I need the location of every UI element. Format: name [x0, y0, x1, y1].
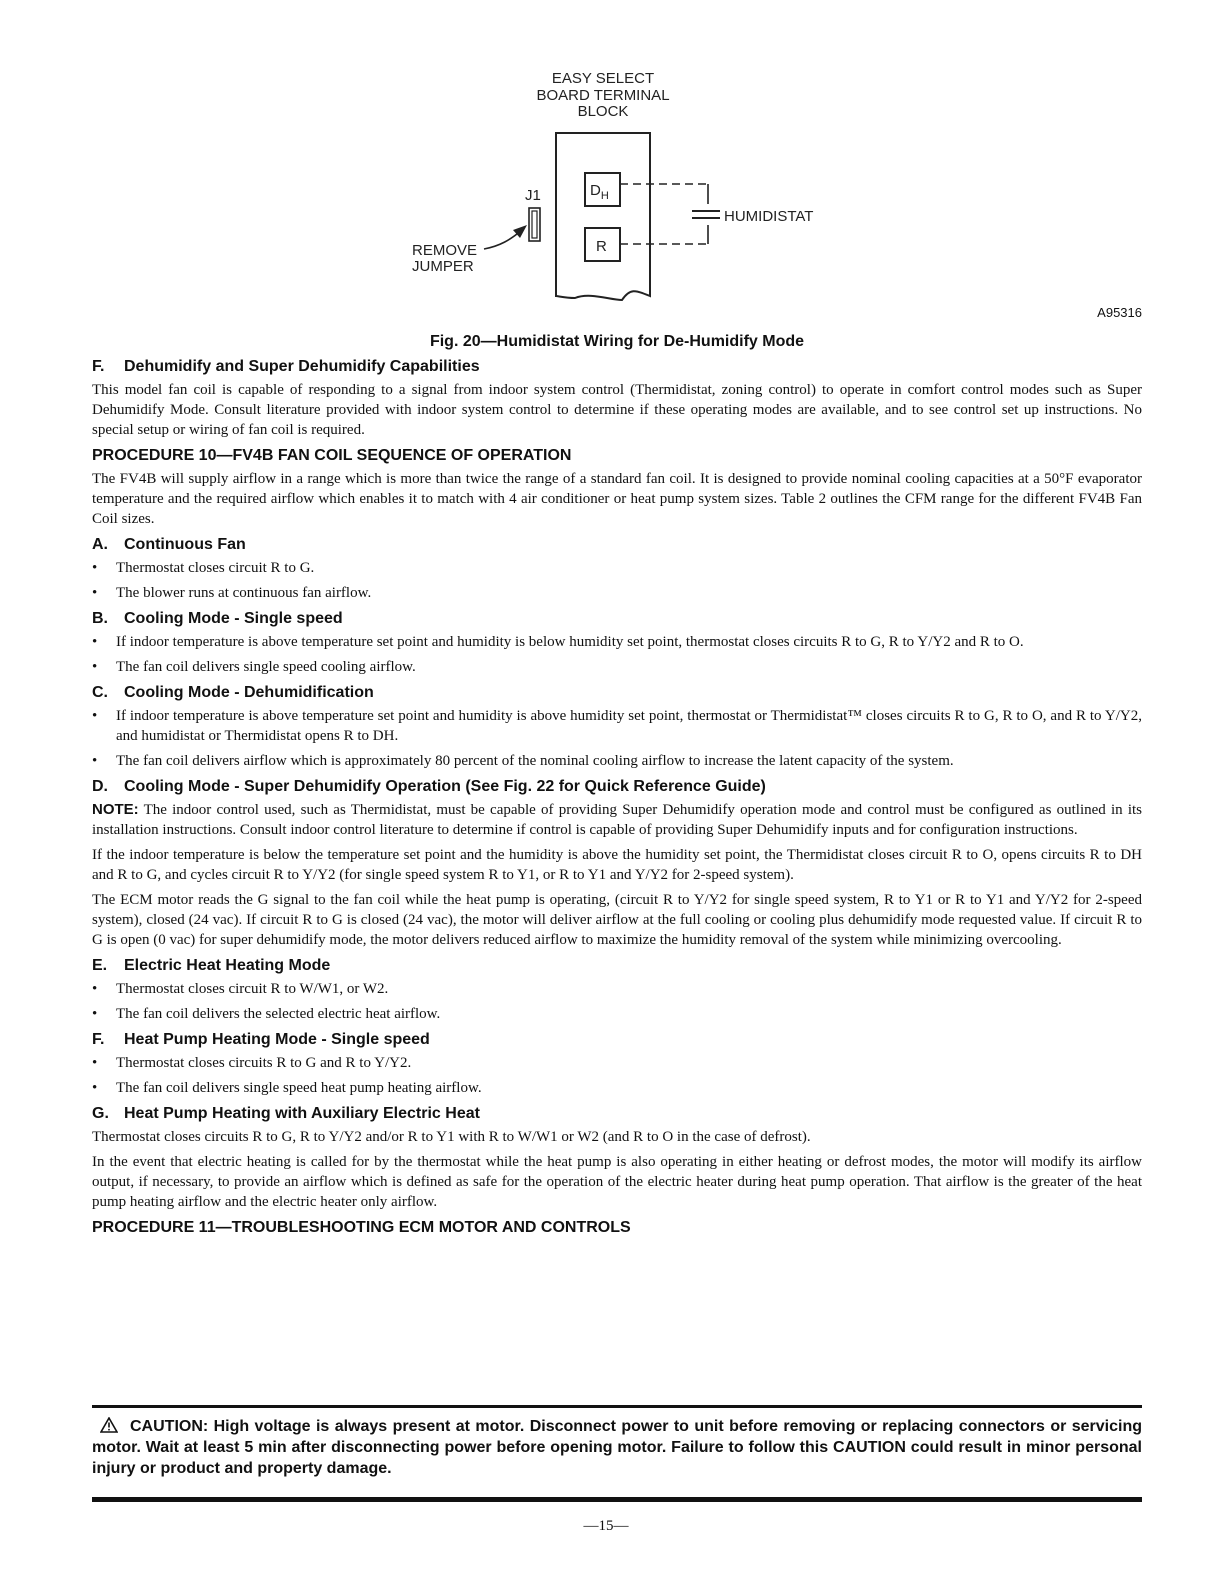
- section-e-title: Electric Heat Heating Mode: [124, 957, 331, 974]
- list-item: [92, 657, 1142, 677]
- bullet: •: [92, 753, 98, 769]
- diagram-title-line-3: BLOCK: [577, 103, 629, 120]
- note-label: NOTE:: [92, 801, 139, 818]
- procedure-10-body: The FV4B will supply airflow in a range which is more than twice the range of a standard fan coil. It is designed to provide nominal cooling capacities at a 50°F evaporator temperature and the required airflow which enables it to match with 4 air conditioner or heat pump system sizes. Table 2 outlines the CFM range for the different FV4B Fan Coil sizes.: [92, 471, 1142, 527]
- note-text: The indoor control used, such as Thermidistat, must be capable of providing Super Dehumidify operation mode and control must be configured as outlined in its installation instructions. Consult indoor control literature to determine if control is capable of providing Super Dehumidify inputs and for configuration instructions.: [92, 802, 1143, 838]
- jumper-j1-inner: [532, 211, 537, 238]
- section-f-heading: [92, 358, 1142, 376]
- list-item: [92, 1004, 1142, 1024]
- section-b-heading: [92, 610, 1142, 628]
- section-e-letter: E.: [92, 957, 108, 974]
- section-a-letter: A.: [92, 536, 108, 553]
- remove-label: REMOVE: [412, 242, 478, 259]
- list-item: [92, 558, 1142, 578]
- bullet: •: [92, 585, 98, 601]
- section-b-letter: B.: [92, 610, 108, 627]
- section-a-list: [92, 558, 1142, 603]
- section-f-letter: F.: [92, 358, 105, 375]
- document-body: [92, 333, 1142, 1241]
- list-item-text: The fan coil delivers the selected electric heat airflow.: [116, 1006, 441, 1022]
- section-f-body: This model fan coil is capable of responding to a signal from indoor system control (Thermidistat, zoning control) to operate in comfort control modes such as Super Dehumidify Mode. Consult literature provided with indoor system control to determine if these operating modes are available, and to see control set up instructions. No special setup or wiring of fan coil is required.: [92, 382, 1142, 438]
- terminal-r-label: R: [596, 238, 607, 255]
- section-f-title: Dehumidify and Super Dehumidify Capabilities: [124, 358, 480, 375]
- section-e-list: [92, 979, 1142, 1024]
- section-g-title: Heat Pump Heating with Auxiliary Electric Heat: [124, 1105, 480, 1122]
- section-c-letter: C.: [92, 684, 108, 701]
- bullet: •: [92, 634, 98, 650]
- procedure-11-heading: PROCEDURE 11—TROUBLESHOOTING ECM MOTOR AND CONTROLS: [92, 1219, 631, 1236]
- terminal-dh-label: $D_H$: [590, 182, 609, 202]
- section-g-heading: [92, 1105, 1142, 1123]
- section-f2-letter: F.: [92, 1031, 105, 1048]
- list-item-text: If indoor temperature is above temperature set point and humidity is above humidity set point, thermostat or Thermidistat™ closes circuits R to G, R to O, and R to Y/Y2, and humidistat or Thermidistat opens R to DH.: [116, 708, 1142, 744]
- bottom-rule: [92, 1497, 1142, 1502]
- list-item-text: Thermostat closes circuit R to G.: [116, 560, 315, 576]
- section-d-heading: [92, 778, 1142, 796]
- jumper-j1-label: J1: [525, 187, 541, 204]
- section-c-title: Cooling Mode - Dehumidification: [124, 684, 374, 701]
- section-a-heading: [92, 536, 1142, 554]
- list-item-text: The fan coil delivers airflow which is approximately 80 percent of the nominal cooling airflow to increase the latent capacity of the system.: [116, 753, 954, 769]
- section-g-paragraph-2: In the event that electric heating is called for by the thermostat while the heat pump is also operating in either heating or defrost modes, the motor will modify its airflow output, if necessary, to provide an airflow which is defined as safe for the operation of the electric heater during heat pump operation. That airflow is the greater of the heat pump heating airflow and the electric heater only airflow.: [92, 1154, 1142, 1210]
- section-b-title: Cooling Mode - Single speed: [124, 610, 343, 627]
- section-g-letter: G.: [92, 1105, 109, 1122]
- section-g-paragraph-1: Thermostat closes circuits R to G, R to Y/Y2 and/or R to Y1 with R to W/W1 or W2 (and R to O in the case of defrost).: [92, 1129, 811, 1145]
- bullet: •: [92, 560, 98, 576]
- caution-box: [92, 1405, 1142, 1479]
- list-item: [92, 706, 1142, 746]
- bullet: •: [92, 1055, 98, 1071]
- bullet: •: [92, 1080, 98, 1096]
- diagram-title-line-2: BOARD TERMINAL: [536, 87, 670, 104]
- section-e-heading: [92, 957, 1142, 975]
- page-number: —15—: [583, 1518, 629, 1534]
- list-item-text: If indoor temperature is above temperature set point and humidity is below humidity set point, thermostat closes circuits R to G, R to Y/Y2 and R to O.: [116, 634, 1024, 650]
- section-c-list: [92, 706, 1142, 771]
- section-d-paragraph-2: The ECM motor reads the G signal to the fan coil while the heat pump is operating, (circuit R to Y/Y2 for single speed system, R to Y1 or R to Y1 and Y/Y2 for 2-speed system), closed (24 vac). If circuit R to G is closed (24 vac), the motor will deliver airflow at the full cooling or cooling plus dehumidify mode requested value. If circuit R to G is open (0 vac) for super dehumidify mode, the motor delivers reduced airflow to maximize the humidity removal of the system while minimizing overcooling.: [92, 892, 1142, 948]
- humidistat-wiring-diagram: [0, 60, 1212, 330]
- section-f2-list: [92, 1053, 1142, 1098]
- section-d-paragraph-1: If the indoor temperature is below the temperature set point and the humidity is above the humidity set point, the Thermidistat closes circuit R to O, opens circuits R to DH and R to G, and cycles circuit R to Y/Y2 (for single speed system R to Y1, or R to Y1 and Y/Y2 for 2-speed system).: [92, 847, 1142, 883]
- jumper-label: JUMPER: [412, 258, 474, 275]
- bullet: •: [92, 708, 98, 724]
- list-item-text: The blower runs at continuous fan airflow.: [116, 585, 372, 601]
- section-f2-heading: [92, 1031, 1142, 1049]
- list-item: [92, 632, 1142, 652]
- section-f2-title: Heat Pump Heating Mode - Single speed: [124, 1031, 430, 1048]
- list-item: [92, 1053, 1142, 1073]
- list-item-text: The fan coil delivers single speed cooling airflow.: [116, 659, 416, 675]
- bullet: •: [92, 659, 98, 675]
- section-d-title: Cooling Mode - Super Dehumidify Operation (See Fig. 22 for Quick Reference Guide): [124, 778, 766, 795]
- terminal-block-outline: [556, 133, 650, 300]
- list-item: [92, 751, 1142, 771]
- diagram-title-line-1: EASY SELECT: [551, 70, 655, 87]
- figure-code: A95316: [1097, 305, 1142, 320]
- caution-text: CAUTION: High voltage is always present at motor. Disconnect power to unit before removing or replacing connectors or servicing motor. Wait at least 5 min after disconnecting power before opening motor. Failure to follow this CAUTION could result in minor personal injury or product and property damage.: [92, 1418, 1142, 1477]
- humidistat-switch-icon: [692, 211, 720, 218]
- procedure-10-heading: PROCEDURE 10—FV4B FAN COIL SEQUENCE OF OPERATION: [92, 447, 572, 464]
- section-a-title: Continuous Fan: [124, 536, 246, 553]
- bullet: •: [92, 1006, 98, 1022]
- warning-triangle-icon: [100, 1417, 118, 1433]
- jumper-j1-outer: [529, 208, 540, 241]
- list-item: [92, 979, 1142, 999]
- list-item-text: Thermostat closes circuits R to G and R to Y/Y2.: [116, 1055, 412, 1071]
- list-item: [92, 1078, 1142, 1098]
- section-b-list: [92, 632, 1142, 677]
- list-item-text: Thermostat closes circuit R to W/W1, or W2.: [116, 981, 389, 997]
- bullet: •: [92, 981, 98, 997]
- list-item: [92, 583, 1142, 603]
- list-item-text: The fan coil delivers single speed heat pump heating airflow.: [116, 1080, 482, 1096]
- figure-caption: Fig. 20—Humidistat Wiring for De-Humidify Mode: [429, 333, 805, 350]
- section-c-heading: [92, 684, 1142, 702]
- humidistat-label: HUMIDISTAT: [724, 208, 814, 225]
- section-d-note: [92, 800, 1142, 840]
- section-d-letter: D.: [92, 778, 108, 795]
